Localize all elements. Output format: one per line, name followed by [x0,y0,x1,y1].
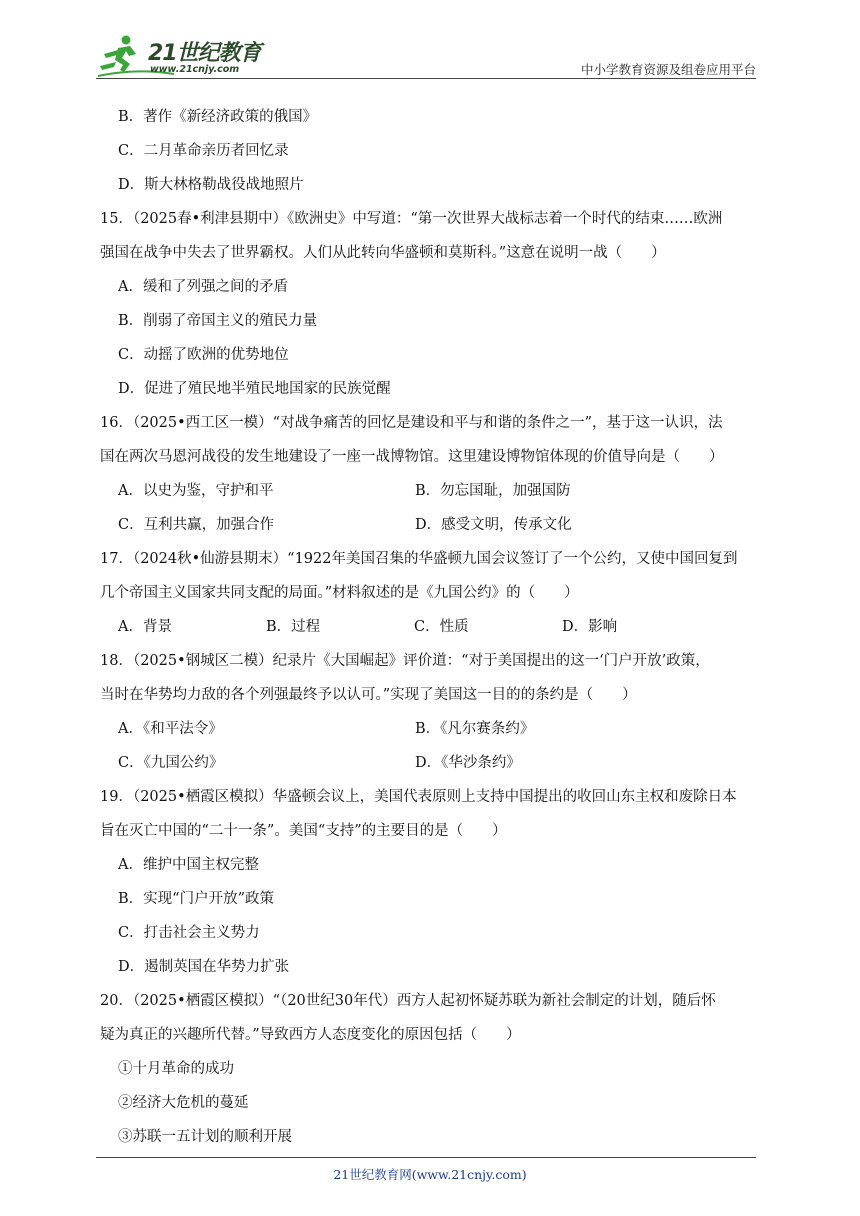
q16-option-a: A．以史为鉴，守护和平 [118,483,274,499]
q18-stem-line2: 当时在华势均力敌的各个列强最终予以认可。”实现了美国这一目的的条约是（ ） [100,687,637,703]
logo-url: www.21cnjy.com [150,64,240,75]
q20-item-3: ③苏联一五计划的顺利开展 [118,1129,292,1145]
q18-option-c: C．《九国公约》 [118,755,224,771]
q19-option-c: C．打击社会主义势力 [118,925,260,941]
q20-stem-line2: 疑为真正的兴趣所代替。”导致西方人态度变化的原因包括（ ） [100,1027,521,1043]
q18-options-row1 [118,712,766,746]
platform-name: 中小学教育资源及组卷应用平台 [580,62,756,77]
q17-option-b: B．过程 [266,619,321,635]
q15-option-a: A．缓和了列强之间的矛盾 [118,279,288,295]
q19-option-d: D．遏制英国在华势力扩张 [118,959,290,975]
q17-option-d: D．影响 [562,619,618,635]
footer-divider [96,1157,756,1158]
q17-stem-line1: 17．（2024秋•仙游县期末）“1922年美国召集的华盛顿九国会议签订了一个公约，又使中国回复到 [100,551,738,567]
page-header [96,30,756,78]
q18-option-a: A．《和平法令》 [118,721,223,737]
logo-text: 21世纪教育 [148,41,261,66]
q20-item-1: ①十月革命的成功 [118,1061,234,1077]
q17-options-row [118,610,766,644]
q16-option-c: C．互利共赢，加强合作 [118,517,275,533]
q20-item-2: ②经济大危机的蔓延 [118,1095,249,1111]
question-list [100,100,766,1154]
q15-option-b: B．削弱了帝国主义的殖民力量 [118,313,318,329]
q16-options-row2 [118,508,766,542]
q16-option-b: B．勿忘国耻，加强国防 [415,483,571,499]
q19-option-b: B．实现“门户开放”政策 [118,891,274,907]
q16-stem-line1: 16．（2025•西工区一模）“对战争痛苦的回忆是建设和平与和谐的条件之一”，基于这一认识，法 [100,415,723,431]
q19-stem-line2: 旨在灭亡中国的“二十一条”。美国“支持”的主要目的是（ ） [100,823,507,839]
q14-option-b: B．著作《新经济政策的俄国》 [118,109,318,125]
q15-stem-line1: 15．（2025春•利津县期中）《欧洲史》中写道：“第一次世界大战标志着一个时代的结束……欧洲 [100,211,723,227]
site-logo [96,32,266,78]
q20-stem-line1: 20．（2025•栖霞区模拟）“（20世纪30年代）西方人起初怀疑苏联为新社会制定的计划，随后怀 [100,993,716,1009]
q16-options-row1 [118,474,766,508]
q18-option-d: D．《华沙条约》 [415,755,521,771]
q15-stem-line2: 强国在战争中失去了世界霸权。人们从此转向华盛顿和莫斯科。”这意在说明一战（ ） [100,245,666,261]
q16-stem-line2: 国在两次马恩河战役的发生地建设了一座一战博物馆。这里建设博物馆体现的价值导向是（ ） [100,449,724,465]
q18-option-b: B．《凡尔赛条约》 [415,721,535,737]
q17-option-a: A．背景 [118,619,172,635]
q16-option-d: D．感受文明，传承文化 [415,517,572,533]
q17-option-c: C．性质 [414,619,469,635]
q19-stem-line1: 19．（2025•栖霞区模拟）华盛顿会议上，美国代表原则上支持中国提出的收回山东主权和废除日本 [100,789,737,805]
q18-stem-line1: 18．（2025•钢城区二模）纪录片《大国崛起》评价道：“对于美国提出的这一‘门户开放’政策， [100,653,710,669]
header-divider [96,78,756,79]
q14-option-c: C．二月革命亲历者回忆录 [118,143,289,159]
q19-option-a: A．维护中国主权完整 [118,857,259,873]
q18-options-row2 [118,746,766,780]
page-footer: 21世纪教育网(www.21cnjy.com) [333,1167,527,1182]
q17-stem-line2: 几个帝国主义国家共同支配的局面。”材料叙述的是《九国公约》的（ ） [100,585,579,601]
q15-option-c: C．动摇了欧洲的优势地位 [118,347,289,363]
q15-option-d: D．促进了殖民地半殖民地国家的民族觉醒 [118,381,391,397]
q14-option-d: D．斯大林格勒战役战地照片 [118,177,304,193]
